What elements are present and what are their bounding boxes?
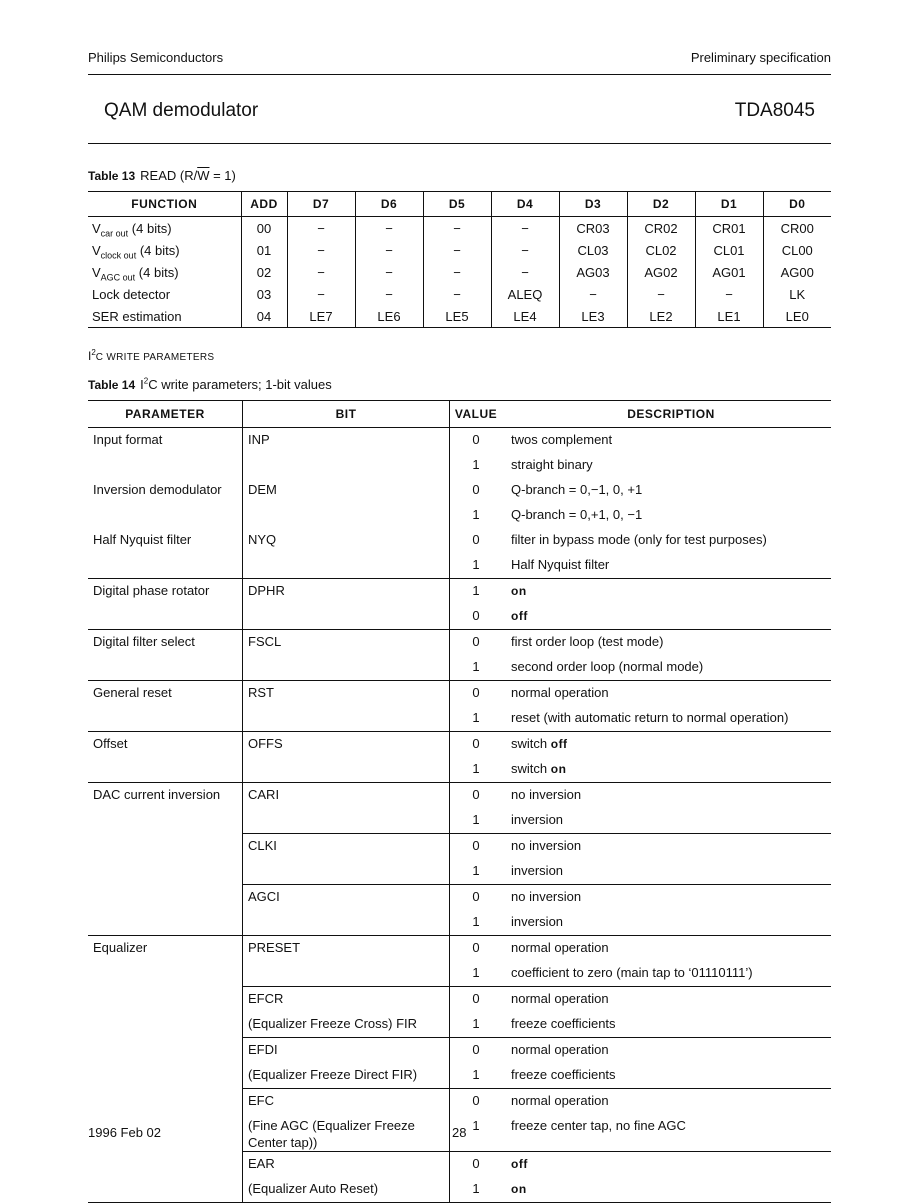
table-cell: LE4 xyxy=(491,305,559,328)
table14-label: Table 14 xyxy=(88,378,136,392)
table-row xyxy=(88,757,831,783)
table-row xyxy=(88,808,831,834)
table-cell: − xyxy=(695,283,763,305)
bit-cell xyxy=(243,859,450,885)
value-cell: 0 xyxy=(450,478,503,503)
parameter-cell: Half Nyquist filter xyxy=(93,532,192,547)
table-cell: LK xyxy=(763,283,831,305)
parameter-cell: Inversion demodulator xyxy=(93,482,222,497)
parameter-cell xyxy=(88,1063,243,1089)
table-cell: LE1 xyxy=(695,305,763,328)
table-row xyxy=(88,428,831,454)
description-cell: on xyxy=(502,1177,831,1203)
table13-label: Table 13 xyxy=(88,169,136,183)
bit-cell xyxy=(243,757,450,783)
parameter-cell xyxy=(88,834,243,860)
parameter-cell xyxy=(88,1038,243,1064)
table-cell: CR02 xyxy=(627,217,695,240)
bit-cell: CLKI xyxy=(243,834,450,860)
table-cell: CR00 xyxy=(763,217,831,240)
parameter-cell xyxy=(88,1089,243,1115)
column-header: D3 xyxy=(559,192,627,217)
table-cell: CL03 xyxy=(559,239,627,261)
table-row xyxy=(88,1177,831,1203)
column-header: D1 xyxy=(695,192,763,217)
description-cell: freeze coefficients xyxy=(511,1016,616,1031)
description-cell: second order loop (normal mode) xyxy=(511,659,704,674)
value-cell: 0 xyxy=(450,428,503,454)
bit-cell xyxy=(243,910,450,936)
parameter-cell xyxy=(88,706,243,732)
table-cell: − xyxy=(423,217,491,240)
table-row xyxy=(88,1152,831,1178)
column-header: VALUE xyxy=(450,401,503,428)
table-cell: CR03 xyxy=(559,217,627,240)
table-cell: − xyxy=(559,283,627,305)
parameter-cell xyxy=(88,910,243,936)
description-cell: twos complement xyxy=(511,432,613,447)
table-cell: − xyxy=(355,283,423,305)
description-cell: freeze coefficients xyxy=(511,1067,616,1082)
column-header: ADD xyxy=(241,192,287,217)
column-header: D4 xyxy=(491,192,559,217)
parameter-cell: Digital phase rotator xyxy=(88,579,243,605)
value-cell: 1 xyxy=(450,453,503,478)
description-cell: inversion xyxy=(511,863,564,878)
description-cell: normal operation xyxy=(502,681,831,707)
parameter-cell xyxy=(88,453,243,478)
parameter-cell: Offset xyxy=(88,732,243,758)
column-header: D6 xyxy=(355,192,423,217)
table-cell: AG03 xyxy=(559,261,627,283)
parameter-cell xyxy=(88,961,243,987)
table-row xyxy=(88,528,831,553)
table-cell: − xyxy=(355,239,423,261)
bit-cell: FSCL xyxy=(243,630,450,656)
header-rule xyxy=(88,74,831,75)
parameter-cell xyxy=(88,808,243,834)
value-cell: 0 xyxy=(450,604,503,630)
parameter-cell: General reset xyxy=(88,681,243,707)
value-cell: 0 xyxy=(450,1038,503,1064)
table-row xyxy=(88,885,831,911)
value-cell: 0 xyxy=(450,528,503,553)
write-parameters-table xyxy=(88,400,831,1203)
bit-cell xyxy=(243,453,450,478)
value-cell: 1 xyxy=(450,1012,503,1038)
description-cell: Half Nyquist filter xyxy=(511,557,610,572)
value-cell: 1 xyxy=(450,1114,503,1152)
parameter-cell: Digital filter select xyxy=(88,630,243,656)
table-cell: 00 xyxy=(241,217,287,240)
description-cell: inversion xyxy=(511,914,564,929)
parameter-cell xyxy=(88,1177,243,1203)
table-cell: − xyxy=(423,239,491,261)
table-header-row xyxy=(88,401,831,428)
table-row xyxy=(88,910,831,936)
table-row xyxy=(88,987,831,1013)
value-cell: 0 xyxy=(450,936,503,962)
column-header: D0 xyxy=(763,192,831,217)
bit-cell xyxy=(243,553,450,579)
running-header xyxy=(88,50,831,70)
page-number: 28 xyxy=(452,1125,467,1140)
description-cell: normal operation xyxy=(502,1089,831,1115)
table-cell: − xyxy=(287,239,355,261)
bit-cell: PRESET xyxy=(243,936,450,962)
table-cell: − xyxy=(423,261,491,283)
value-cell: 0 xyxy=(450,630,503,656)
description-cell: first order loop (test mode) xyxy=(502,630,831,656)
description-cell: off xyxy=(511,609,528,623)
table-cell: − xyxy=(287,261,355,283)
part-number: TDA8045 xyxy=(734,100,815,121)
bit-cell: (Equalizer Freeze Cross) FIR xyxy=(243,1012,450,1038)
bit-cell: (Equalizer Auto Reset) xyxy=(243,1177,450,1203)
bit-cell: RST xyxy=(243,681,450,707)
value-cell: 1 xyxy=(450,655,503,681)
table-row xyxy=(88,503,831,528)
bit-cell: EFCR xyxy=(243,987,450,1013)
table-cell: AG01 xyxy=(695,261,763,283)
parameter-cell xyxy=(88,1152,243,1178)
table-row xyxy=(88,655,831,681)
column-header: DESCRIPTION xyxy=(502,401,831,428)
description-cell: Q-branch = 0,+1, 0, −1 xyxy=(511,507,643,522)
parameter-cell: Equalizer xyxy=(88,936,243,962)
value-cell: 1 xyxy=(450,503,503,528)
table-row xyxy=(88,239,831,261)
table-row xyxy=(88,579,831,605)
description-cell: normal operation xyxy=(502,936,831,962)
value-cell: 1 xyxy=(450,961,503,987)
table-row xyxy=(88,478,831,503)
table-row xyxy=(88,553,831,579)
value-cell: 1 xyxy=(450,1063,503,1089)
description-cell: reset (with automatic return to normal operation) xyxy=(511,710,789,725)
document-title: QAM demodulator xyxy=(104,100,259,121)
table-cell: LE3 xyxy=(559,305,627,328)
description-cell: filter in bypass mode (only for test purposes) xyxy=(511,532,767,547)
table-row xyxy=(88,1038,831,1064)
column-header: D2 xyxy=(627,192,695,217)
table-cell: ALEQ xyxy=(491,283,559,305)
table-cell: CL02 xyxy=(627,239,695,261)
value-cell: 1 xyxy=(450,859,503,885)
value-cell: 0 xyxy=(450,1152,503,1178)
bit-cell xyxy=(243,706,450,732)
value-cell: 1 xyxy=(450,910,503,936)
read-table xyxy=(88,191,831,328)
table-cell: AG00 xyxy=(763,261,831,283)
table-row xyxy=(88,834,831,860)
bit-cell: (Equalizer Freeze Direct FIR) xyxy=(243,1063,450,1089)
bit-cell xyxy=(243,655,450,681)
value-cell: 0 xyxy=(450,783,503,809)
description-cell: off xyxy=(502,1152,831,1178)
description-cell: normal operation xyxy=(502,1038,831,1064)
parameter-cell xyxy=(88,757,243,783)
table-cell: − xyxy=(491,261,559,283)
table-row xyxy=(88,681,831,707)
table-cell: 04 xyxy=(241,305,287,328)
table-cell: − xyxy=(355,217,423,240)
value-cell: 1 xyxy=(450,706,503,732)
table14-caption: Table 14 $I^2C$ write parameters; 1-bit values xyxy=(88,376,332,392)
bit-cell xyxy=(243,604,450,630)
bit-cell: DPHR xyxy=(243,579,450,605)
table13-caption: Table 13 READ $(R/\overline{W} = 1)$ xyxy=(88,168,236,183)
value-cell: 1 xyxy=(450,579,503,605)
table-row xyxy=(88,453,831,478)
table-row xyxy=(88,1089,831,1115)
table-cell: − xyxy=(491,239,559,261)
table-cell: 01 xyxy=(241,239,287,261)
bit-cell: OFFS xyxy=(243,732,450,758)
table-row xyxy=(88,961,831,987)
description-cell: straight binary xyxy=(511,457,593,472)
bit-cell: EAR xyxy=(243,1152,450,1178)
value-cell: 0 xyxy=(450,681,503,707)
bit-cell: EFDI xyxy=(243,1038,450,1064)
table-cell: − xyxy=(287,283,355,305)
bit-cell: INP xyxy=(243,428,450,454)
value-cell: 0 xyxy=(450,987,503,1013)
document-type: Preliminary specification xyxy=(690,50,831,65)
bit-cell: (Fine AGC (Equalizer Freeze Center tap)) xyxy=(243,1114,450,1152)
function-cell: SER estimation xyxy=(88,305,241,328)
table-cell: − xyxy=(355,261,423,283)
table-row xyxy=(88,783,831,809)
bit-cell: AGCI xyxy=(243,885,450,911)
table-row xyxy=(88,1063,831,1089)
table-cell: AG02 xyxy=(627,261,695,283)
bit-cell xyxy=(243,503,450,528)
table-cell: − xyxy=(491,217,559,240)
description-cell: freeze center tap, no fine AGC xyxy=(511,1118,686,1133)
description-cell: normal operation xyxy=(502,987,831,1013)
table-cell: LE5 xyxy=(423,305,491,328)
table-cell: 03 xyxy=(241,283,287,305)
table-cell: LE7 xyxy=(287,305,355,328)
column-header: BIT xyxy=(243,401,450,428)
description-cell: coefficient to zero (main tap to ‘01110111’) xyxy=(511,965,753,980)
value-cell: 0 xyxy=(450,732,503,758)
description-cell: switch off xyxy=(502,732,831,758)
function-cell: $V_{clock out}$ (4 bits) xyxy=(92,242,180,261)
value-cell: 0 xyxy=(450,1089,503,1115)
table-cell: − xyxy=(287,217,355,240)
value-cell: 1 xyxy=(450,553,503,579)
parameter-cell xyxy=(88,604,243,630)
value-cell: 0 xyxy=(450,885,503,911)
parameter-cell xyxy=(88,885,243,911)
description-cell: no inversion xyxy=(502,885,831,911)
table-row xyxy=(88,283,831,305)
table-cell: LE0 xyxy=(763,305,831,328)
value-cell: 0 xyxy=(450,834,503,860)
parameter-cell: DAC current inversion xyxy=(88,783,243,809)
table-cell: LE2 xyxy=(627,305,695,328)
table-cell: 02 xyxy=(241,261,287,283)
table-row xyxy=(88,706,831,732)
table-row xyxy=(88,604,831,630)
column-header: PARAMETER xyxy=(88,401,243,428)
table-cell: CL01 xyxy=(695,239,763,261)
parameter-cell xyxy=(88,503,243,528)
parameter-cell xyxy=(88,553,243,579)
parameter-cell xyxy=(88,987,243,1013)
function-cell: $V_{car out}$ (4 bits) xyxy=(92,220,172,239)
value-cell: 1 xyxy=(450,757,503,783)
title-rule xyxy=(88,143,831,144)
description-cell: inversion xyxy=(511,812,564,827)
bit-cell: DEM xyxy=(243,478,450,503)
table-row xyxy=(88,261,831,283)
column-header: D5 xyxy=(423,192,491,217)
bit-cell xyxy=(243,808,450,834)
bit-cell: NYQ xyxy=(243,528,450,553)
table-row xyxy=(88,936,831,962)
parameter-cell xyxy=(88,655,243,681)
value-cell: 1 xyxy=(450,808,503,834)
function-cell: Lock detector xyxy=(92,286,171,302)
column-header: FUNCTION xyxy=(88,192,241,217)
description-cell: no inversion xyxy=(502,783,831,809)
function-cell: $V_{AGC out}$ (4 bits) xyxy=(92,264,179,283)
table-cell: − xyxy=(627,283,695,305)
description-cell: Q-branch = 0,−1, 0, +1 xyxy=(511,482,643,497)
section-heading: $I^2C$ WRITE PARAMETERS xyxy=(88,348,215,363)
value-cell: 1 xyxy=(450,1177,503,1203)
footer-date: 1996 Feb 02 xyxy=(88,1125,162,1140)
table-cell: CR01 xyxy=(695,217,763,240)
table-row xyxy=(88,217,831,240)
table-row xyxy=(88,732,831,758)
description-cell: on xyxy=(502,579,831,605)
table-row xyxy=(88,859,831,885)
description-cell: switch on xyxy=(511,761,567,776)
table-header-row xyxy=(88,192,831,217)
bit-cell: EFC xyxy=(243,1089,450,1115)
bit-cell: CARI xyxy=(243,783,450,809)
column-header: D7 xyxy=(287,192,355,217)
table-cell: LE6 xyxy=(355,305,423,328)
table-row xyxy=(88,630,831,656)
parameter-cell xyxy=(88,859,243,885)
description-cell: no inversion xyxy=(502,834,831,860)
bit-cell xyxy=(243,961,450,987)
parameter-cell xyxy=(88,1012,243,1038)
parameter-cell: Input format xyxy=(93,432,163,447)
company-name: Philips Semiconductors xyxy=(88,50,224,65)
table-cell: CL00 xyxy=(763,239,831,261)
table-cell: − xyxy=(423,283,491,305)
table-row xyxy=(88,1012,831,1038)
table-row xyxy=(88,305,831,328)
